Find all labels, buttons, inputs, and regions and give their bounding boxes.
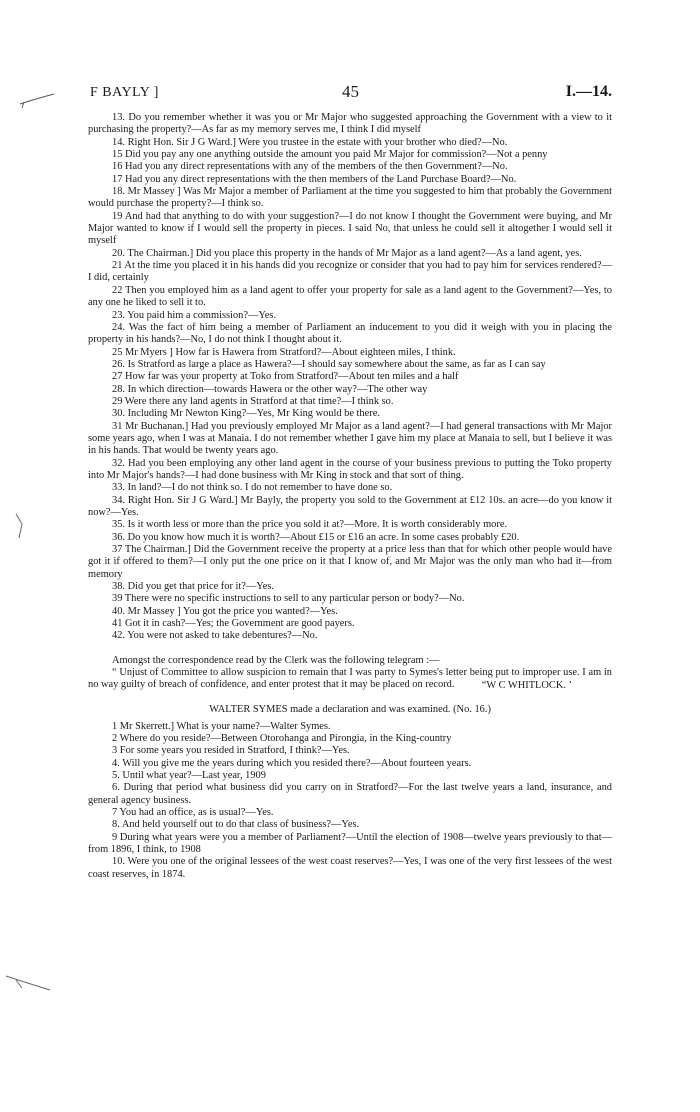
question-paragraph: 31 Mr Buchanan.] Had you previously employed Mr Major as a land agent?—I had general transactions with Mr Major some years ago, when I was at Manaia. I do not remember whether I gave him my place at Manaia to sell, but I believe it was in his hands. That would be twenty years ago. — [88, 420, 612, 457]
question-paragraph: 28. In which direction—towards Hawera or the other way?—The other way — [112, 383, 428, 395]
question-paragraph: 13. Do you remember whether it was you or Mr Major who suggested approaching the Government with a view to it purchasing the property?—As far as my memory serves me, I think I did myself — [88, 112, 612, 136]
question-paragraph: 18. Mr Massey ] Was Mr Major a member of Parliament at the time you suggested to him that probably the Government would purchase the property?—I think so. — [88, 186, 612, 210]
question-paragraph: 23. You paid him a commission?—Yes. — [112, 309, 277, 321]
question-paragraph: 20. The Chairman.] Did you place this property in the hands of Mr Major as a land agent?—As a land agent, yes. — [112, 247, 582, 259]
question-paragraph: 15 Did you pay any one anything outside the amount you paid Mr Major for commission?—Not a penny — [112, 149, 548, 161]
page-body — [88, 112, 612, 881]
question-paragraph: 4. Will you give me the years during which you resided there?—About fourteen years. — [112, 757, 472, 769]
question-paragraph: 33. In land?—I do not think so. I do not remember to have done so. — [112, 482, 393, 494]
question-paragraph: 10. Were you one of the original lessees of the west coast reserves?—Yes, I was one of the very first lessees of the west coast reserves, in 1874. — [88, 856, 612, 880]
question-paragraph: 42. You were not asked to take debentures?—No. — [112, 630, 318, 642]
question-paragraph: 8. And held yourself out to do that class of business?—Yes. — [112, 819, 360, 831]
margin-pencil-mark-bottom — [4, 972, 54, 994]
question-paragraph: 17 Had you any direct representations with the then members of the Land Purchase Board?—No. — [112, 173, 517, 185]
question-paragraph: 27 How far was your property at Toko from Stratford?—About ten miles and a half — [112, 371, 459, 383]
page-number: 45 — [342, 82, 359, 101]
document-reference: I.—14. — [565, 83, 612, 100]
question-paragraph: 37 The Chairman.] Did the Government receive the property at a price less than that for which other people would have got it if offered to them?—I only put the one price on it that I know of, and Mr Major was the only man who had it—from memory — [88, 544, 612, 580]
question-paragraph: 40. Mr Massey ] You got the price you wanted?—Yes. — [112, 605, 338, 617]
telegram-intro: Amongst the correspondence read by the Clerk was the following telegram :— — [112, 654, 440, 666]
question-paragraph: 6. During that period what business did you carry on in Stratford?—For the last twelve years a land, insurance, and general agency business. — [88, 782, 612, 806]
question-paragraph: 24. Was the fact of him being a member of Parliament an inducement to you did it weigh with you in placing the property in his hands?—No, I do not think I thought about it. — [88, 321, 612, 346]
question-paragraph: 7 You had an office, as is usual?—Yes. — [112, 806, 274, 818]
question-paragraph: 9 During what years were you a member of Parliament?—Until the election of 1908—twelve years previously to that—from 1896, I think, to 1908 — [88, 831, 612, 855]
question-paragraph: 25 Mr Myers ] How far is Hawera from Stratford?—About eighteen miles, I think. — [112, 346, 456, 358]
bayly-examination — [88, 112, 612, 643]
symes-examination — [88, 721, 612, 881]
question-paragraph: 41 Got it in cash?—Yes; the Government are good payers. — [112, 618, 355, 630]
question-paragraph: 29 Were there any land agents in Stratford at that time?—I think so. — [112, 395, 394, 407]
question-paragraph: 32. Had you been employing any other land agent in the course of your business previous to putting the Toko property into Mr Major's hands?—I had done business with Mr King in stock and that sort of thing. — [88, 457, 612, 481]
question-paragraph: 26. Is Stratford as large a place as Hawera?—I should say somewhere about the same, as far as I can say — [112, 358, 546, 370]
question-paragraph: 39 There were no specific instructions to sell to any particular person or body?—No. — [112, 593, 465, 605]
question-paragraph: 35. Is it worth less or more than the price you sold it at?—More. It is worth considerably more. — [112, 519, 508, 531]
question-paragraph: 2 Where do you reside?—Between Otorohanga and Pirongia, in the King-country — [112, 732, 452, 744]
margin-pencil-mark-top — [18, 92, 58, 112]
question-paragraph: 22 Then you employed him as a land agent to offer your property for sale as a land agent to the Government?—Yes, to any one he liked to sell it to. — [88, 284, 612, 309]
header-left: F BAYLY ] — [90, 85, 159, 100]
question-paragraph: 3 For some years you resided in Stratford, I think?—Yes. — [112, 745, 350, 757]
question-paragraph: 21 At the time you placed it in his hands did you recognize or consider that you had to pay him for services rendered?—I did, certainly — [88, 260, 612, 284]
question-paragraph: 19 And had that anything to do with your suggestion?—I do not know I thought the Government were buying, and Mr Major wanted to know if I would sell the property in pieces. I said No, that unless he could sell it altogether I would sell it myself — [88, 210, 612, 247]
margin-pencil-mark-middle — [12, 512, 32, 542]
witness-heading: WALTER SYMES made a declaration and was examined. (No. 16.) — [209, 704, 491, 716]
question-paragraph: 34. Right Hon. Sir J G Ward.] Mr Bayly, the property you sold to the Government at £12 10s. an acre—do you know it now?—Yes. — [88, 494, 612, 518]
telegram-text: “ Unjust of Committee to allow suspicion to remain that I was party to Symes's letter being put to improper use. I am in no way guilty of breach of confidence, and enter protest that it may be placed on record. — [88, 667, 612, 691]
question-paragraph: 14. Right Hon. Sir J G Ward.] Were you trustee in the estate with your brother who died?—No. — [112, 136, 508, 148]
question-paragraph: 1 Mr Skerrett.] What is your name?—Walter Symes. — [112, 720, 331, 732]
question-paragraph: 38. Did you get that price for it?—Yes. — [112, 581, 274, 593]
question-paragraph: 30. Including Mr Newton King?—Yes, Mr King would be there. — [112, 408, 380, 420]
telegram-signature: “W C WHITLOCK. ’ — [481, 679, 572, 691]
question-paragraph: 5. Until what year?—Last year, 1909 — [112, 769, 266, 781]
question-paragraph: 36. Do you know how much it is worth?—About £15 or £16 an acre. In some cases probably £20. — [112, 531, 520, 543]
question-paragraph: 16 Had you any direct representations with any of the members of the then Government?—No. — [112, 161, 508, 173]
